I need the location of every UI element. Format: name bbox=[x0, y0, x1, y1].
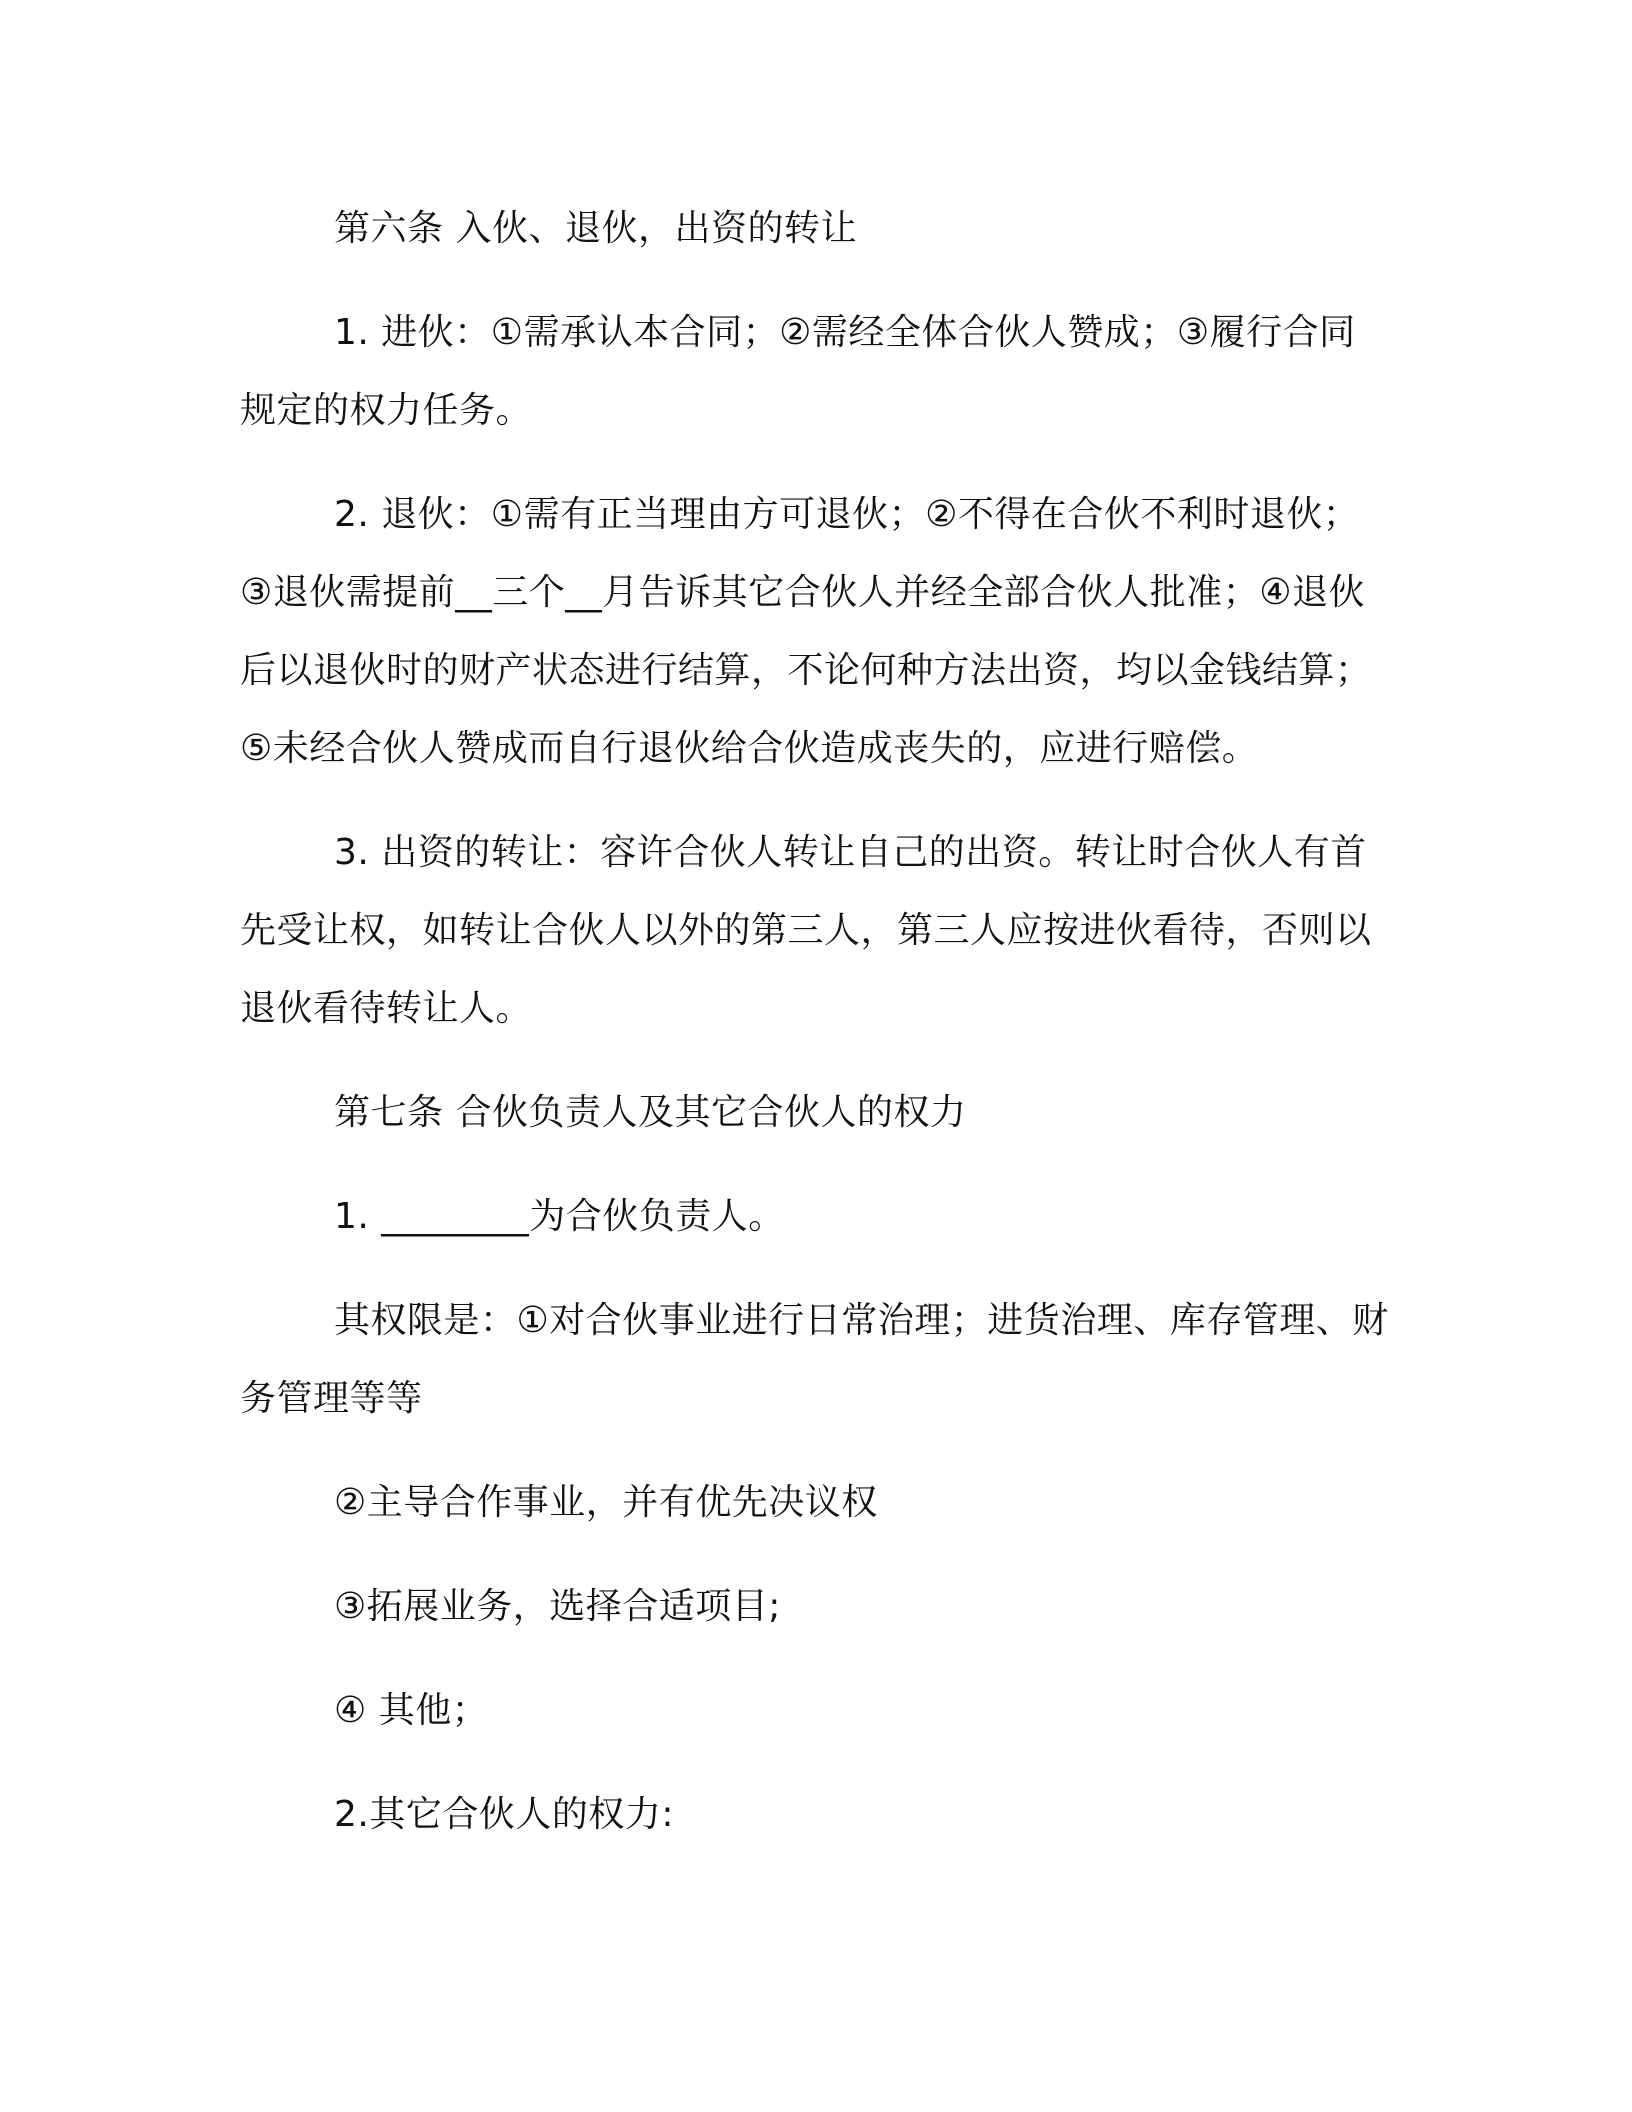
authority-item-4: ④ 其他； bbox=[334, 1690, 489, 1731]
article-7-heading: 第七条 合伙负责人及其它合伙人的权力 bbox=[334, 1092, 967, 1133]
clause-partner-in-charge: 1. ________为合伙负责人。 bbox=[334, 1196, 785, 1237]
clause-other-partners-rights: 2.其它合伙人的权力: bbox=[334, 1794, 674, 1835]
authority-item-3: ③拓展业务，选择合适项目; bbox=[334, 1586, 781, 1627]
document-body bbox=[240, 190, 1390, 1880]
clause-joining: 1. 进伙：①需承认本合同；②需经全体合伙人赞成；③履行合同规定的权力任务。 bbox=[240, 312, 1356, 431]
authority-item-2: ②主导合作事业，并有优先决议权 bbox=[334, 1482, 878, 1523]
clause-withdrawal: 2. 退伙：①需有正当理由方可退伙；②不得在合伙不利时退伙；③退伙需提前__三个__月告诉其它合伙人并经全部合伙人批准；④退伙后以退伙时的财产状态进行结算，不论何种方法出资，均以金钱结算；⑤未经合伙人赞成而自行退伙给合伙造成丧失的，应进行赔偿。 bbox=[240, 494, 1372, 769]
clause-authority: 其权限是：①对合伙事业进行日常治理；进货治理、库存管理、财务管理等等 bbox=[240, 1300, 1389, 1419]
article-6-heading: 第六条 入伙、退伙，出资的转让 bbox=[334, 208, 857, 249]
clause-capital-transfer: 3. 出资的转让：容许合伙人转让自己的出资。转让时合伙人有首先受让权，如转让合伙人以外的第三人，第三人应按进伙看待，否则以退伙看待转让人。 bbox=[240, 832, 1372, 1029]
